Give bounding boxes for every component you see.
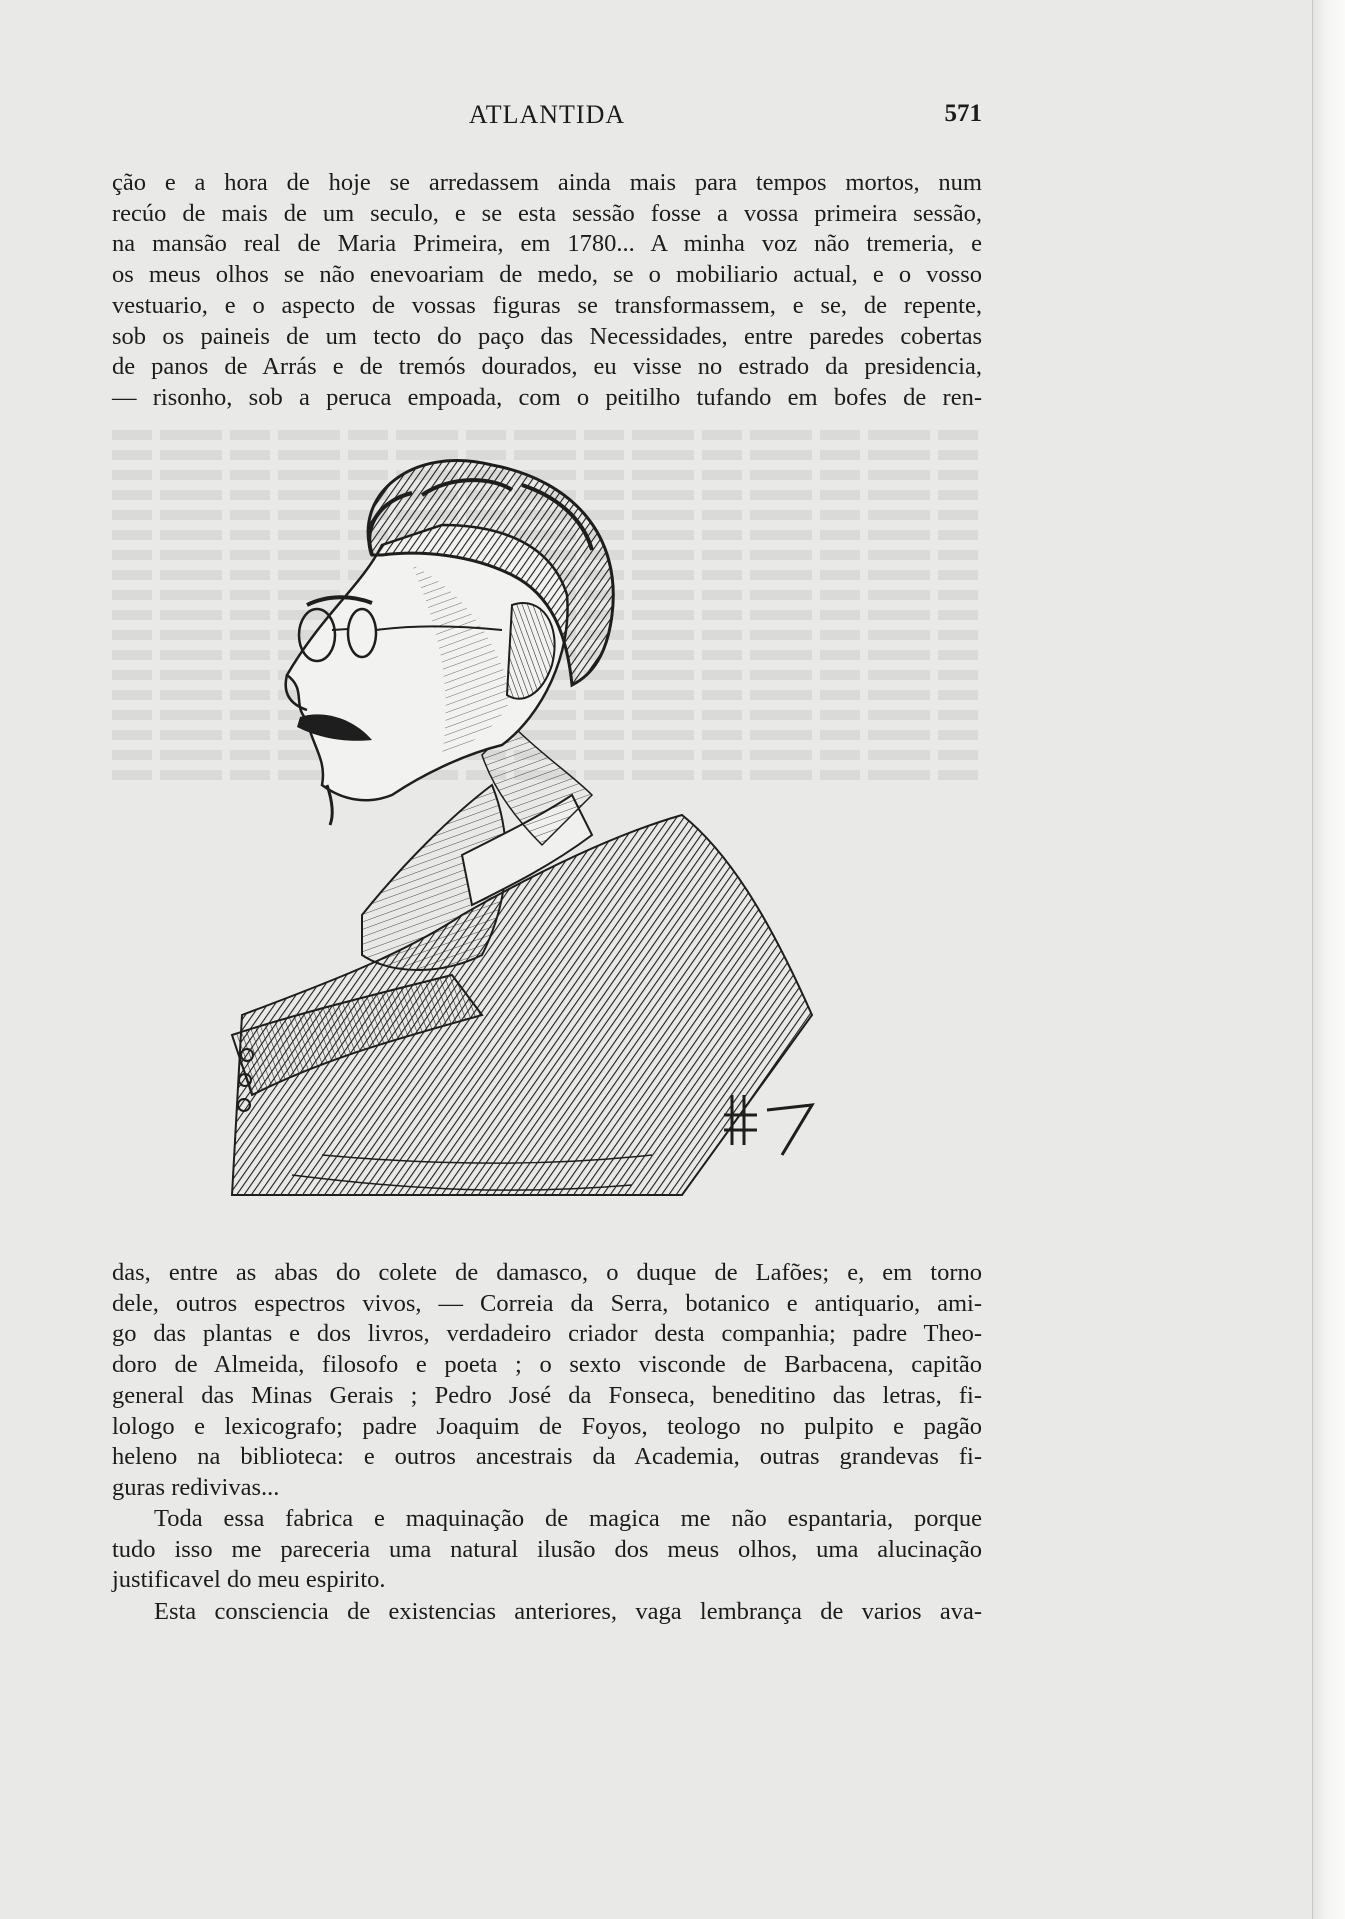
text-line: recúo de mais de um seculo, e se esta sessão fosse a vossa primeira sessão, <box>112 199 982 227</box>
text-line: os meus olhos se não enevoariam de medo, se o mobiliario actual, e o vosso <box>112 261 982 289</box>
text-line: de panos de Arrás e de tremós dourados, eu visse no estrado da presidencia, <box>112 353 982 381</box>
text-line: na mansão real de Maria Primeira, em 1780... A minha voz não tremeria, e <box>112 230 982 258</box>
text-line: ção e a hora de hoje se arredassem ainda mais para tempos mortos, num <box>112 169 982 196</box>
portrait-engraving-icon <box>212 455 852 1225</box>
text-line: Esta consciencia de existencias anteriores, vaga lembrança de varios ava- <box>154 1598 982 1625</box>
text-line: das, entre as abas do colete de damasco, o duque de Lafões; e, em torno <box>112 1259 982 1286</box>
text-line: dele, outros espectros vivos, — Correia da Serra, botanico e antiquario, ami- <box>112 1289 982 1317</box>
text-line: doro de Almeida, filosofo e poeta ; o sexto visconde de Barbacena, capitão <box>112 1351 982 1379</box>
paragraph-4 <box>112 1597 982 1628</box>
text-line: justificavel do meu espirito. <box>112 1566 386 1594</box>
running-title: ATLANTIDA <box>468 100 626 129</box>
page-number: 571 <box>944 100 982 127</box>
text-line: tudo isso me pareceria uma natural ilusão dos meus olhos, uma alucinação <box>112 1535 982 1563</box>
text-line: lologo e lexicografo; padre Joaquim de Foyos, teologo no pulpito e pagão <box>112 1412 982 1440</box>
text-line: general das Minas Gerais ; Pedro José da Fonseca, beneditino das letras, fi- <box>112 1381 982 1409</box>
text-line: heleno na biblioteca: e outros ancestrais da Academia, outras grandevas fi- <box>112 1443 982 1471</box>
text-line: sob os paineis de um tecto do paço das Necessidades, entre paredes cobertas <box>112 322 982 350</box>
text-line: vestuario, e o aspecto de vossas figuras se transformassem, e se, de repente, <box>112 291 982 319</box>
paragraph-1 <box>112 168 982 414</box>
portrait-illustration <box>212 455 852 1225</box>
text-line: guras redivivas... <box>112 1473 280 1501</box>
paragraph-2 <box>112 1258 982 1504</box>
page-edge <box>1312 0 1345 1919</box>
page-header <box>112 100 982 134</box>
text-line: — risonho, sob a peruca empoada, com o peitilho tufando em bofes de ren- <box>112 383 982 411</box>
text-line: go das plantas e dos livros, verdadeiro criador desta companhia; padre Theo- <box>112 1320 982 1348</box>
text-line: Toda essa fabrica e maquinação de magica me não espantaria, porque <box>154 1505 982 1532</box>
paragraph-3 <box>112 1504 982 1596</box>
